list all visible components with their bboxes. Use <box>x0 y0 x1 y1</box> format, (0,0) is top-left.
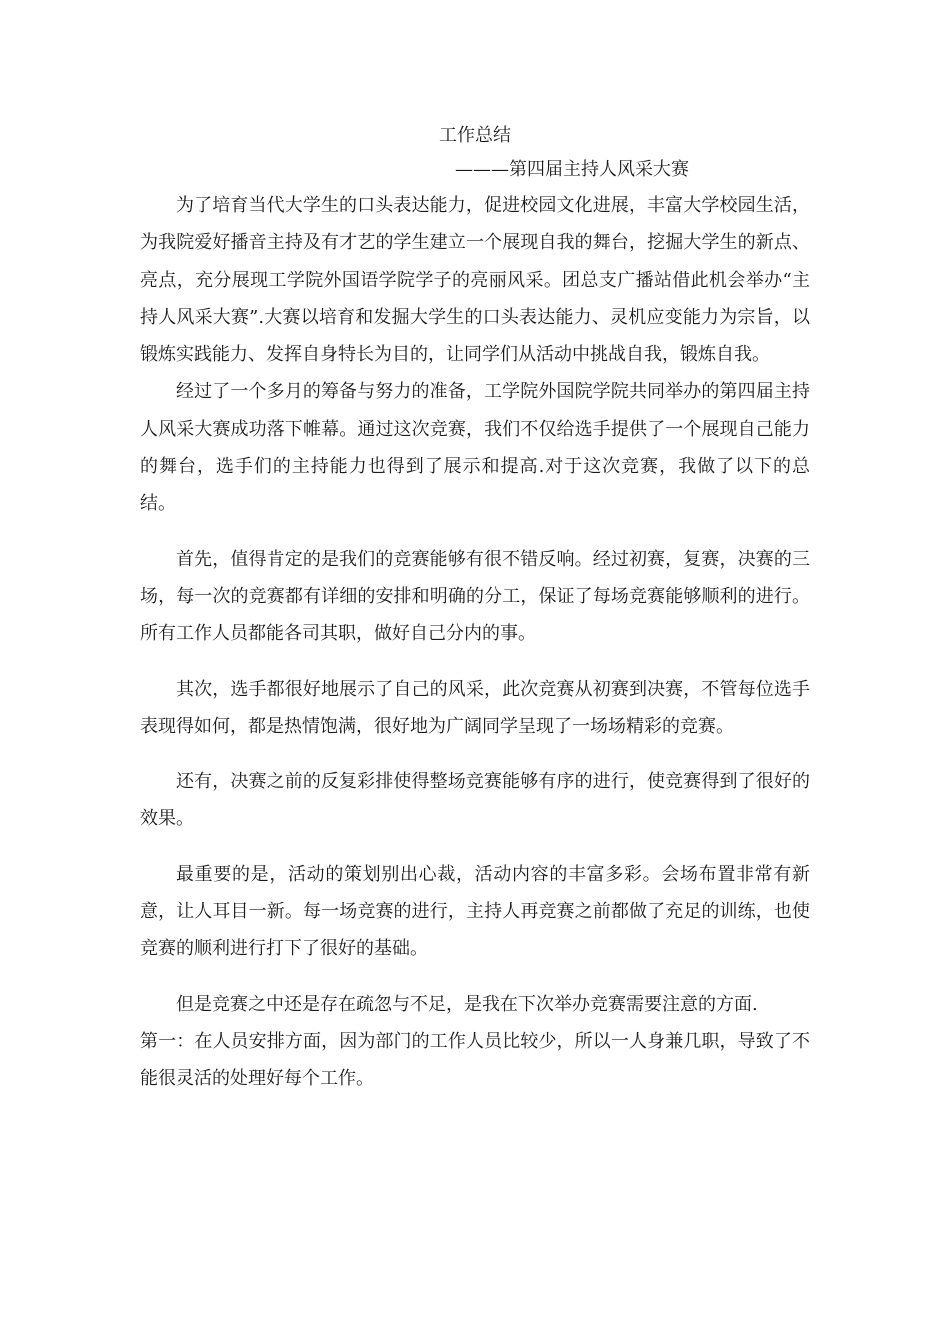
paragraph-second-point: 其次，选手都很好地展示了自己的风采，此次竞赛从初赛到决赛，不管每位选手表现得如何，都是热情饱满，很好地为广阔同学呈现了一场场精彩的竞赛。 <box>140 678 810 737</box>
document-body <box>140 187 810 1098</box>
document-subtitle: ———第四届主持人风采大赛 <box>455 159 689 180</box>
paragraph-intro: 为了培育当代大学生的口头表达能力，促进校园文化进展，丰富大学校园生活，为我院爱好播音主持及有才艺的学生建立一个展现自我的舞台，挖掘大学生的新点、亮点，充分展现工学院外国语学院学子的亮丽风采。团总支广播站借此机会举办“主持人风采大赛”.大赛以培育和发掘大学生的口头表达能力、灵机应变能力为宗旨，以锻炼实践能力、发挥自身特长为目的，让同学们从活动中挑战自我，锻炼自我。 <box>140 195 810 366</box>
paragraph-third-point: 还有，决赛之前的反复彩排使得整场竞赛能够有序的进行，使竞赛得到了很好的效果。 <box>140 771 810 830</box>
paragraph-first-point: 首先，值得肯定的是我们的竞赛能够有很不错反响。经过初赛，复赛，决赛的三场，每一次的竞赛都有详细的安排和明确的分工，保证了每场竞赛能够顺利的进行。所有工作人员都能各司其职，做好自己分内的事。 <box>140 548 810 645</box>
paragraph-preparation: 经过了一个多月的筹备与努力的准备，工学院外国院学院共同举办的第四届主持人风采大赛成功落下帷幕。通过这次竞赛，我们不仅给选手提供了一个展现自己能力的舞台，选手们的主持能力也得到了展示和提高.对于这次竞赛，我做了以下的总结。 <box>140 381 810 515</box>
paragraph-shortcomings: 但是竞赛之中还是存在疏忽与不足，是我在下次举办竞赛需要注意的方面. <box>176 993 758 1015</box>
paragraph-shortcoming-one: 第一：在人员安排方面，因为部门的工作人员比较少，所以一人身兼几职，导致了不能很灵活的处理好每个工作。 <box>140 1030 810 1090</box>
paragraph-most-important: 最重要的是，活动的策划别出心裁，活动内容的丰富多彩。会场布置非常有新意，让人耳目一新。每一场竞赛的进行，主持人再竞赛之前都做了充足的训练，也使竞赛的顺利进行打下了很好的基础。 <box>140 863 810 960</box>
document-title: 工作总结 <box>439 125 511 146</box>
